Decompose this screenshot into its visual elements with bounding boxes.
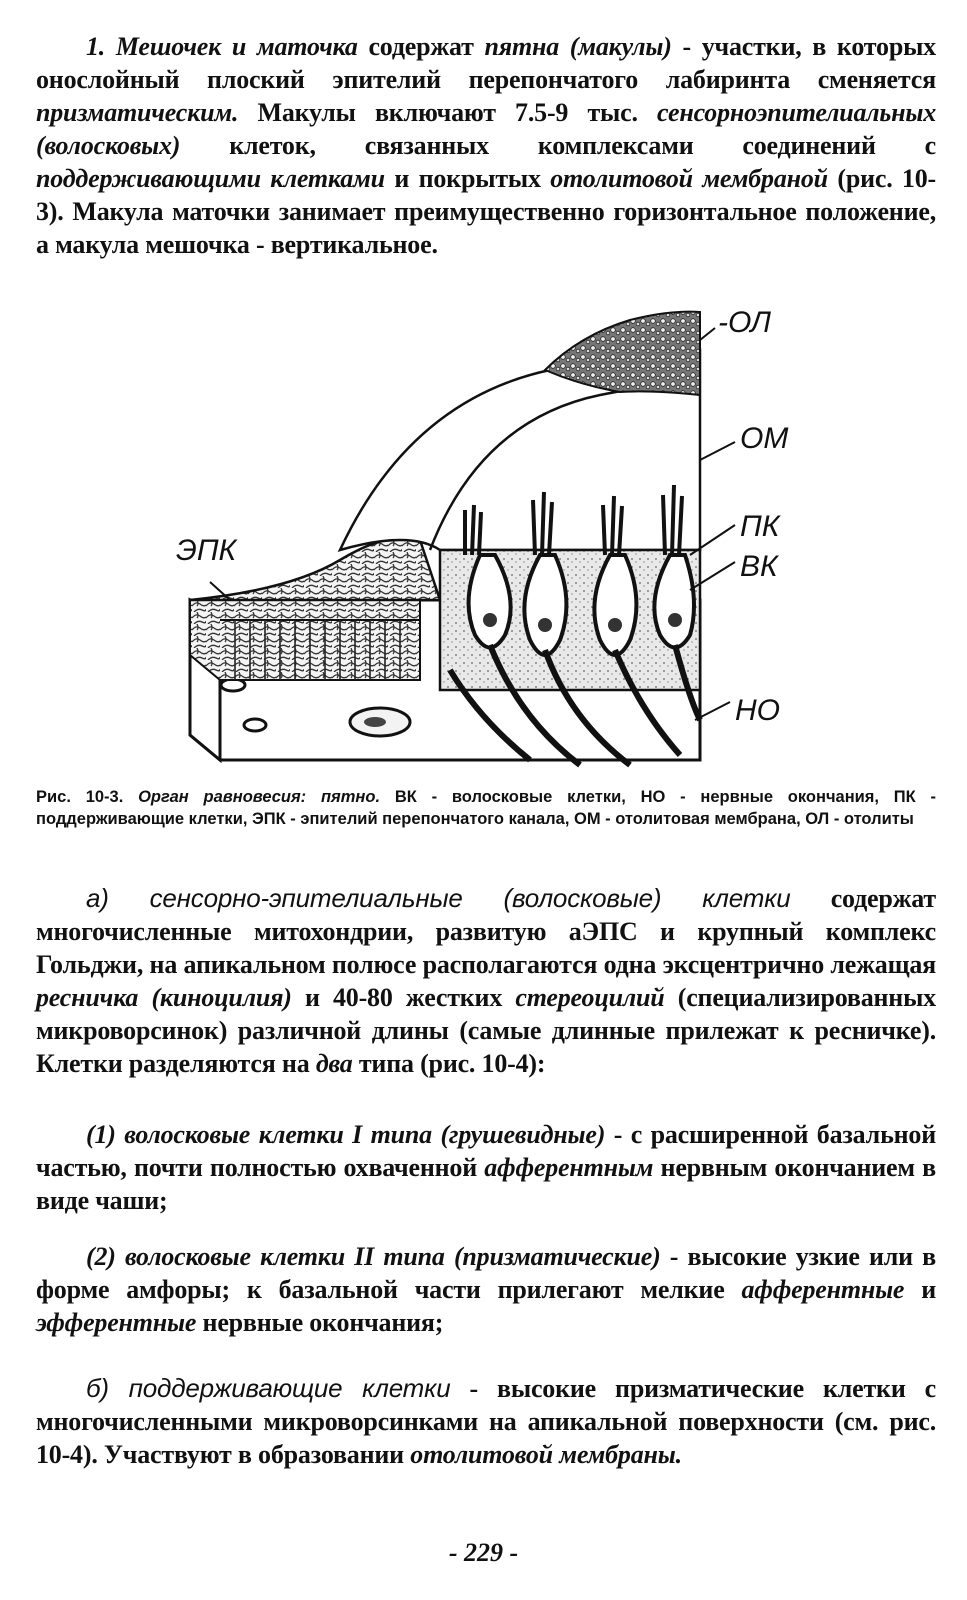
section-heading: а) сенсорно-эпителиальные (волосковые) клетки xyxy=(86,883,791,913)
text-span: Макулы включают 7.5-9 тыс. xyxy=(238,98,658,127)
term-italic: афферентным xyxy=(484,1153,654,1182)
paragraph-hair-cells xyxy=(36,882,936,1080)
term-italic: два xyxy=(315,1049,353,1078)
term-italic: афферентные xyxy=(741,1275,905,1304)
text-span: и покрытых xyxy=(384,164,551,193)
section-heading: (1) волосковые клетки I типа (грушевидные) xyxy=(86,1120,606,1149)
caption-title: Орган равновесия: пятно. xyxy=(138,788,381,806)
term-italic: эфферентные xyxy=(36,1308,197,1337)
text-span: нервным окончанием в виде чаши; xyxy=(36,1153,936,1215)
macula-illustration xyxy=(150,300,830,780)
term-italic: ресничка (киноцилия) xyxy=(36,983,292,1012)
figure-caption xyxy=(36,786,936,830)
figure-10-3 xyxy=(150,300,830,780)
text-span: - высокие узкие или в форме амфоры; к базальной части прилегают мелкие xyxy=(36,1242,936,1304)
text-span: нервные окончания; xyxy=(196,1308,444,1337)
label-no: НО xyxy=(735,694,780,727)
text-span: и xyxy=(904,1275,936,1304)
text-span: и 40-80 жестких xyxy=(291,983,516,1012)
label-ol: -ОЛ xyxy=(718,306,771,339)
section-heading: б) поддерживающие клетки xyxy=(86,1373,451,1403)
text-span: - высокие призматические клетки с многочисленными микроворсинками на апикальной поверхности (см. рис. 10-4). Участвуют в образовании xyxy=(36,1374,936,1469)
label-vk: ВК xyxy=(740,550,778,583)
term-italic: сенсорноэпителиальных (волосковых) xyxy=(36,98,936,160)
text-span: (специализированных микроворсинок) различной длины (самые длинные прилежат к ресничке). Клетки разделяются на xyxy=(36,983,936,1078)
paragraph-supporting-cells xyxy=(36,1372,936,1471)
lead-heading: 1. Мешочек и маточка xyxy=(86,32,358,61)
term-italic: поддерживающими клетками xyxy=(36,164,385,193)
term-italic: отолитовой мембраной xyxy=(550,164,828,193)
text-span: типа (рис. 10-4): xyxy=(352,1049,546,1078)
paragraph-type-1 xyxy=(36,1118,936,1217)
term-italic: отолитовой мембраны. xyxy=(410,1440,682,1469)
caption-prefix: Рис. 10-3. xyxy=(36,788,139,806)
text-span: - с расширенной базальной частью, почти полностью охваченной xyxy=(36,1120,936,1182)
paragraph-type-2 xyxy=(36,1240,936,1339)
text-span: (рис. 10-3). Макула маточки занимает преимущественно горизонтальное положение, а макула мешочка - вертикальное. xyxy=(36,164,936,259)
label-om: ОМ xyxy=(740,422,789,455)
text-span: клеток, связанных комплексами соединений с xyxy=(180,131,936,160)
text-span: - участки, в которых онослойный плоский эпителий перепончатого лабиринта сменяется xyxy=(36,32,936,94)
label-epk: ЭПК xyxy=(176,534,237,567)
text-span: содержат многочисленные митохондрии, развитую аЭПС и крупный комплекс Гольджи, на апикальном полюсе располагаются одна эксцентрично лежащая xyxy=(36,884,936,979)
text-span: содержат xyxy=(357,32,485,61)
section-heading: (2) волосковые клетки II типа (призматические) xyxy=(86,1242,661,1271)
term-italic: призматическим. xyxy=(36,98,239,127)
term-italic: стереоцилий xyxy=(515,983,665,1012)
caption-text: ВК - волосковые клетки, НО - нервные окончания, ПК - поддерживающие клетки, ЭПК - эпителий перепончатого канала, ОМ - отолитовая мембрана, ОЛ - отолиты xyxy=(36,788,936,828)
page-number: - 229 - xyxy=(448,1538,519,1567)
label-pk: ПК xyxy=(740,510,780,543)
term-italic: пятна (макулы) xyxy=(484,32,672,61)
paragraph-macula-intro xyxy=(36,30,936,261)
